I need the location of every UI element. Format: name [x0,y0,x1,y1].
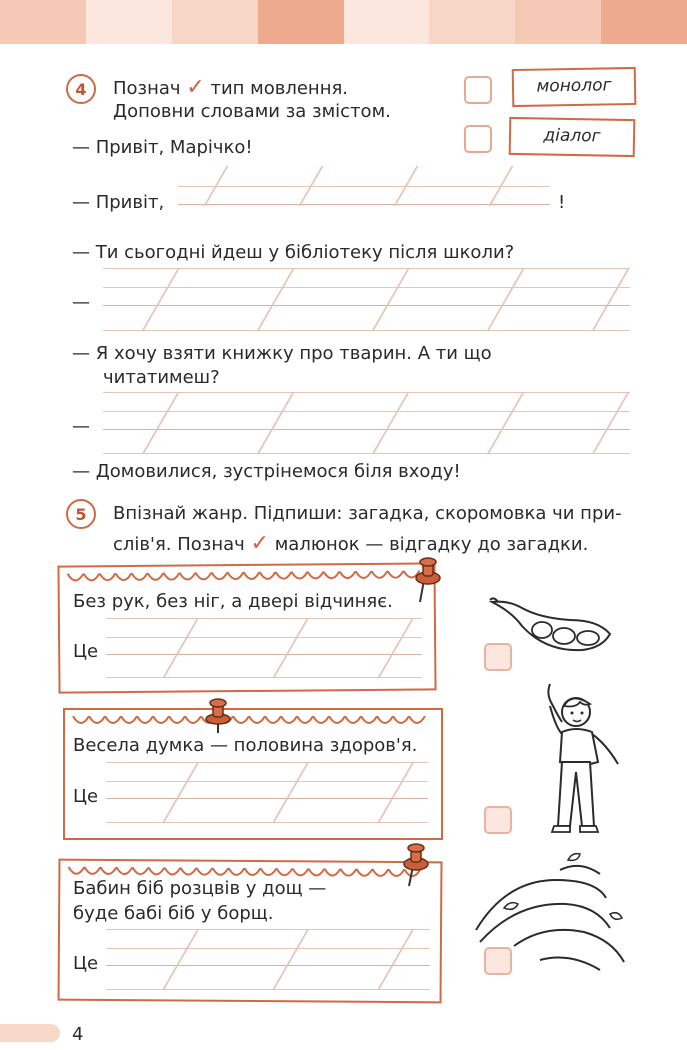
task-4-number: 4 [66,74,96,104]
dialogue-line-1: — Привіт, Марічко! [72,137,253,158]
card-3-answer-prefix: Це [73,953,99,974]
proverb-card-2 [63,708,443,840]
page-number-bar [0,1024,60,1042]
header-color-band [0,0,687,44]
waving-boy-icon [536,682,622,836]
pushpin-icon [203,695,233,735]
checkmark-icon: ✓ [250,531,269,556]
dialogue-line-2-suffix: ! [558,192,566,213]
task-5-number: 5 [66,499,96,529]
task-5-instruction-line2: слів'я. Познач ✓ малюнок — відгадку до загадки. [113,531,589,556]
dialogue-line-6-prefix: — [72,416,90,437]
task-5-instruction-line1: Впізнай жанр. Підпиши: загадка, скоромовка чи при- [113,503,622,524]
dialogue-line-5a: — Я хочу взяти книжку про тварин. А ти що [72,343,492,364]
dialogue-line-7: — Домовилися, зустрінемося біля входу! [72,461,461,482]
card-2-answer-prefix: Це [73,786,99,807]
scallop-decoration [65,716,441,730]
option-dialog-label: діалог [509,117,636,157]
task-4-instruction-line2: Доповни словами за змістом. [113,101,391,122]
scallop-decoration [60,570,434,587]
checkbox-dialog[interactable] [464,125,492,153]
dialogue-line-3: — Ти сьогодні йдеш у бібліотеку після школи? [72,242,515,263]
card-2-text: Весела думка — половина здоров'я. [73,735,418,756]
dialogue-line-2-prefix: — Привіт, [72,192,165,213]
dialogue-line-4-prefix: — [72,292,90,313]
checkbox-bean-pod[interactable] [484,643,512,671]
card-1-answer-prefix: Це [73,641,99,662]
checkbox-wind[interactable] [484,947,512,975]
card-3-text-line1: Бабин біб розцвів у дощ — [73,878,327,899]
card-3-text-line2: буде бабі біб у борщ. [73,903,274,924]
pushpin-icon [412,556,442,604]
page-number: 4 [72,1024,84,1045]
option-monolog-label: монолог [512,67,637,107]
checkbox-monolog[interactable] [464,76,492,104]
checkbox-waving-boy[interactable] [484,806,512,834]
card-1-text: Без рук, без ніг, а двері відчиняє. [73,591,393,612]
checkmark-icon: ✓ [186,75,205,100]
task-4-instruction-line1: Познач ✓ тип мовлення. [113,75,349,100]
dialogue-line-5b: читатимеш? [103,367,220,388]
pushpin-icon [400,842,430,888]
